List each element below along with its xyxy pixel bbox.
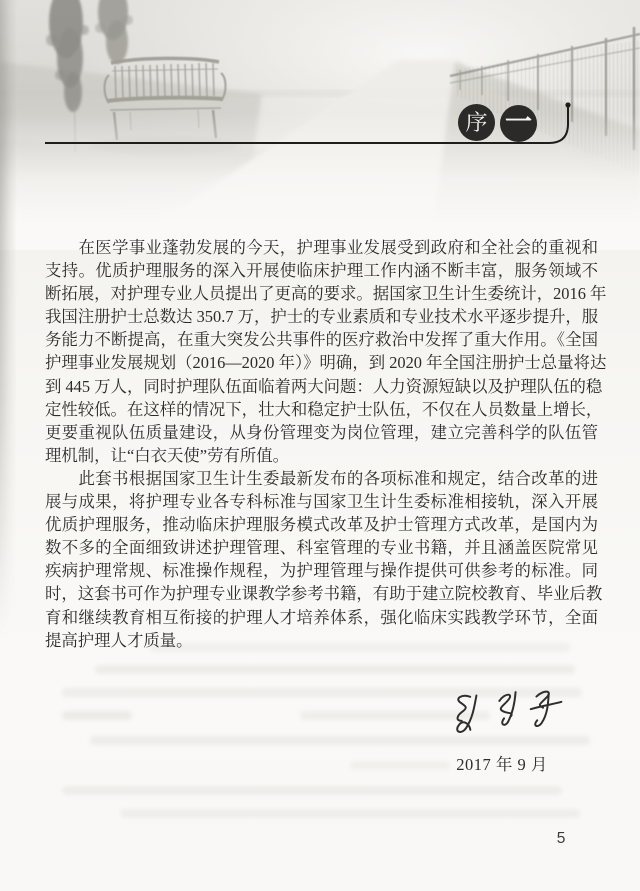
decorative-dot bbox=[565, 102, 570, 107]
text-line: 定性较低。在这样的情况下，壮大和稳定护士队伍，不仅在人员数量上增长， bbox=[45, 399, 603, 419]
text-line: 疾病护理常规、标准操作规程，为护理管理与操作提供可供参考的标准。同 bbox=[45, 561, 598, 581]
text-line: 数不多的全面细致讲述护理管理、科室管理的专业书籍，并且涵盖医院常见 bbox=[45, 538, 598, 558]
preface-badge-circle-1 bbox=[458, 104, 495, 141]
text-line: 到 445 万人，同时护理队伍面临着两大问题：人力资源短缺以及护理队伍的稳 bbox=[45, 376, 603, 396]
bleedthrough-mark bbox=[62, 711, 132, 720]
text-line: 支持。优质护理服务的深入开展使临床护理工作内涵不断丰富，服务领域不 bbox=[45, 261, 598, 281]
text-line: 务能力不断提高，在重大突发公共事件的医疗救治中发挥了重大作用。《全国 bbox=[45, 330, 598, 350]
bleedthrough-mark bbox=[350, 761, 450, 770]
text-line: 断拓展，对护理专业人员提出了更高的要求。据国家卫生计生委统计，2016 年 bbox=[45, 284, 607, 304]
preface-badge-char-1: 序 bbox=[465, 110, 488, 135]
preface-body bbox=[45, 236, 607, 652]
bleedthrough-mark bbox=[95, 665, 575, 674]
text-line: 此套书根据国家卫生计生委最新发布的各项标准和规定，结合改革的进 bbox=[45, 468, 598, 488]
paragraph-1 bbox=[45, 236, 607, 467]
text-line: 提高护理人才质量。 bbox=[45, 630, 193, 650]
text-line: 护理事业发展规划（2016—2020 年）》明确，到 2020 年全国注册护士总量将达 bbox=[45, 353, 607, 373]
preface-badge-circle-2 bbox=[500, 105, 537, 142]
text-line: 理机制，让“白衣天使”劳有所值。 bbox=[45, 445, 290, 465]
signature-handwriting bbox=[446, 684, 570, 740]
text-line: 我国注册护士总数达 350.7 万，护士的专业素质和专业技术水平逐步提升，服 bbox=[45, 307, 599, 327]
bleedthrough-mark bbox=[120, 809, 580, 818]
paragraph-2 bbox=[45, 467, 603, 652]
text-line: 展与成果，将护理专业各专科标准与国家卫生计生委标准相接轨，深入开展 bbox=[45, 492, 598, 512]
text-line: 时，这套书可作为护理专业课教学参考书籍，有助于建立院校教育、毕业后教 bbox=[45, 584, 603, 604]
decorative-line bbox=[0, 0, 640, 250]
text-line: 育和继续教育相互衔接的护理人才培养体系，强化临床实践教学环节，全面 bbox=[45, 607, 598, 627]
text-line: 更要重视队伍质量建设，从身份管理变为岗位管理，建立完善科学的队伍管 bbox=[45, 422, 598, 442]
page-number: 5 bbox=[556, 830, 566, 847]
preface-date: 2017 年 9 月 bbox=[456, 755, 548, 774]
bleedthrough-mark bbox=[62, 786, 562, 795]
text-line: 在医学事业蓬勃发展的今天，护理事业发展受到政府和全社会的重视和 bbox=[45, 238, 598, 257]
preface-badge-char-2: 一 bbox=[505, 107, 532, 137]
text-line: 优质护理服务，推动临床护理服务模式改革及护士管理方式改革，是国内为 bbox=[45, 515, 598, 535]
